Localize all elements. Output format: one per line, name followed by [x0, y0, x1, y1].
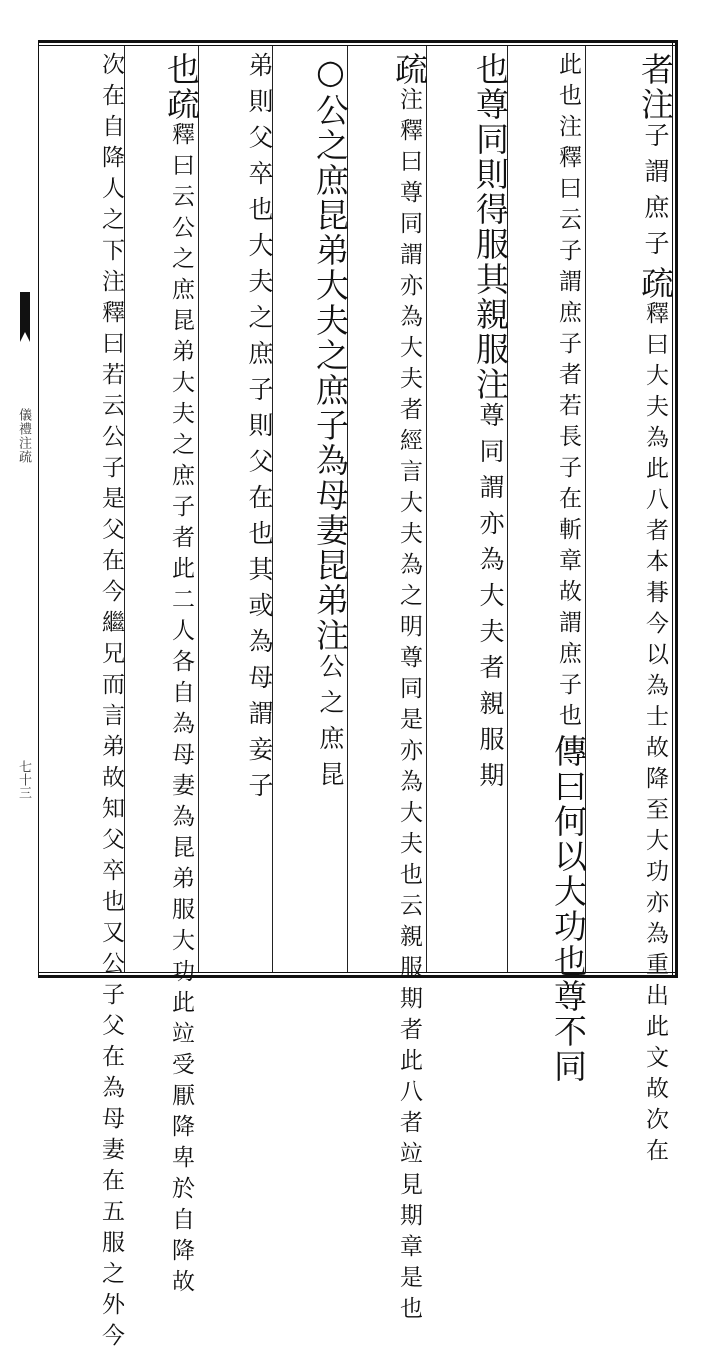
main-text: 傳曰何以大功也尊不同: [549, 734, 588, 1084]
main-text: 疏: [390, 52, 429, 87]
text-column-2: [510, 52, 588, 1084]
main-text: 者注: [636, 52, 675, 122]
commentary-text: 子謂庶子: [641, 122, 670, 266]
text-column-7: [127, 52, 201, 1300]
commentary-text: 弟則父卒也大夫之庶子則父在也其或為母謂妾子: [245, 52, 274, 808]
main-text: ○公之庶昆弟大夫之庶子為母妻昆弟注: [311, 52, 350, 653]
main-text: 疏: [636, 266, 675, 301]
main-text: 也尊同則得服其親服注: [471, 52, 510, 402]
text-column-3: [430, 52, 510, 968]
margin-book-title: 儀禮注疏: [16, 408, 31, 464]
frame-left-border: [38, 40, 39, 978]
commentary-text: 公之庶昆: [316, 653, 345, 797]
text-column-8: [48, 52, 124, 1354]
subcommentary-text: 次在自降人之下注釋曰若云公子是父在今繼兄而言弟故知父卒也又公子父在為母妻在五服之外今: [98, 52, 124, 1354]
text-column-5: [275, 52, 350, 968]
subcommentary-text: 釋曰大夫為此八者本朞今以為士故降至大功亦為重出此文故次在: [642, 301, 668, 1169]
fish-tail-ornament-icon: [18, 292, 32, 342]
text-column-1: [588, 52, 675, 1169]
page-margin-strip: [0, 0, 36, 1024]
text-column-6: [201, 52, 272, 968]
commentary-text: 尊同謂亦為大夫者親服期: [476, 402, 505, 798]
text-column-4: [350, 52, 429, 1327]
subcommentary-text: 此也注釋曰云子謂庶子者若長子在斬章故謂庶子也: [555, 52, 581, 734]
column-rule: [198, 46, 199, 972]
frame-right-border: [672, 40, 678, 978]
margin-page-number: 七十三: [16, 760, 31, 799]
main-text: 也疏: [162, 52, 201, 122]
subcommentary-text: 注釋曰尊同謂亦為大夫者經言大夫為之明尊同是亦為大夫也云親服期者此八者竝見期章是也: [396, 87, 422, 1327]
column-rule: [124, 46, 125, 972]
column-rule: [426, 46, 427, 972]
frame-top-border: [38, 40, 678, 46]
subcommentary-text: 釋曰云公之庶昆弟大夫之庶子者此二人各自為母妻為昆弟服大功此竝受厭降卑於自降故: [168, 122, 194, 1300]
